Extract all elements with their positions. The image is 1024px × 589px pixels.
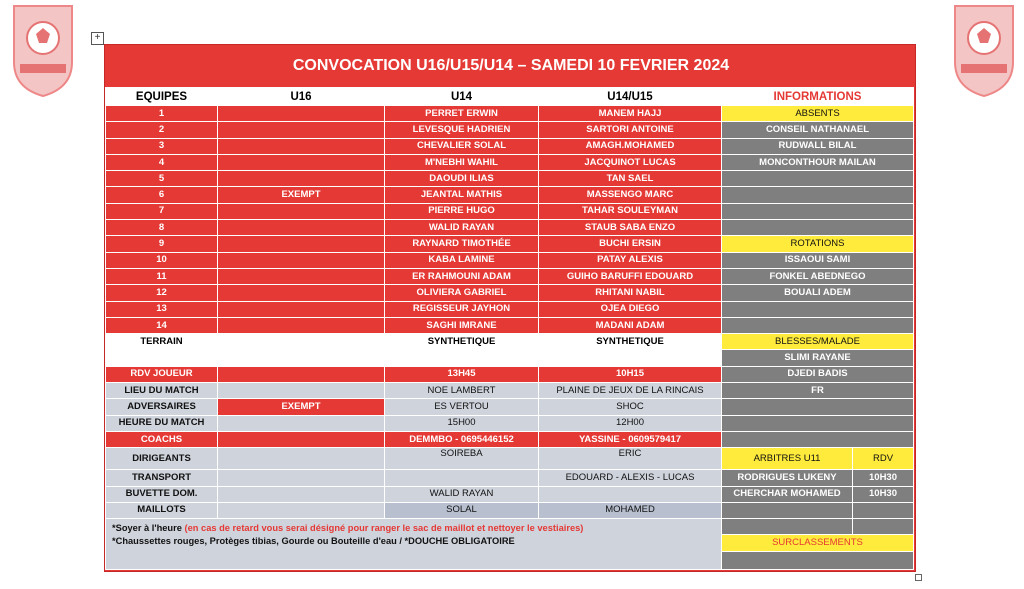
adversaires-u14: ES VERTOU [385, 399, 539, 415]
injured-player: DJEDI BADIS [722, 366, 914, 382]
rdv-joueur-u16 [218, 366, 385, 382]
lieu-u16 [218, 383, 385, 399]
note-late-penalty: (en cas de retard vous serai désigné pour ranger le sac de maillot et nettoyer le vestiaires) [181, 523, 584, 534]
u14-u15-player: GUIHO BARUFFI EDOUARD [539, 268, 722, 284]
info-empty-cell [853, 519, 914, 535]
u14-player: KABA LAMINE [385, 252, 539, 268]
dirigeants-u14-u15: ERIC [539, 448, 722, 470]
terrain-u14: SYNTHETIQUE [385, 334, 539, 350]
team-number: 4 [106, 154, 218, 170]
heure-row [106, 415, 914, 431]
player-row [106, 122, 914, 138]
absent-player: MONCONTHOUR MAILAN [722, 154, 914, 170]
u14-u15-player: MASSENGO MARC [539, 187, 722, 203]
rotation-player: BOUALI ADEM [722, 285, 914, 301]
info-empty-cell [722, 187, 914, 203]
player-row [106, 236, 914, 252]
team-number: 7 [106, 203, 218, 219]
player-row [106, 220, 914, 236]
terrain-u14-u15: SYNTHETIQUE [539, 334, 722, 350]
terrain-u16 [218, 334, 385, 350]
player-row [106, 285, 914, 301]
u16-player [218, 171, 385, 187]
heure-label: HEURE DU MATCH [106, 415, 218, 431]
referee-time: 10H30 [853, 470, 914, 486]
lieu-label: LIEU DU MATCH [106, 383, 218, 399]
header-row [106, 88, 914, 106]
team-number: 1 [106, 106, 218, 122]
absents-label: ABSENTS [722, 106, 914, 122]
u16-player [218, 220, 385, 236]
u14-u15-player: OJEA DIEGO [539, 301, 722, 317]
header-informations: INFORMATIONS [722, 88, 914, 106]
referee-time: 10H30 [853, 486, 914, 502]
info-empty-cell [722, 203, 914, 219]
u14-player: WALID RAYAN [385, 220, 539, 236]
notes-block [106, 519, 722, 570]
player-row [106, 268, 914, 284]
u14-player: JEANTAL MATHIS [385, 187, 539, 203]
u16-player [218, 122, 385, 138]
club-logo-right [951, 2, 1017, 98]
team-number: 3 [106, 138, 218, 154]
dirigeants-row [106, 448, 914, 470]
coachs-row [106, 431, 914, 447]
injured-player: SLIMI RAYANE [722, 350, 914, 366]
header-equipes: EQUIPES [106, 88, 218, 106]
player-row [106, 301, 914, 317]
u14-u15-player: RHITANI NABIL [539, 285, 722, 301]
injured-player: FR [722, 383, 914, 399]
player-row [106, 138, 914, 154]
rotation-player: ISSAOUI SAMI [722, 252, 914, 268]
u16-player [218, 268, 385, 284]
u14-u15-player: SARTORI ANTOINE [539, 122, 722, 138]
rotations-label: ROTATIONS [722, 236, 914, 252]
u14-player: REGISSEUR JAYHON [385, 301, 539, 317]
info-empty-cell [722, 415, 914, 431]
u14-player: SAGHI IMRANE [385, 317, 539, 333]
referee-name: RODRIGUES LUKENY [722, 470, 853, 486]
transport-label: TRANSPORT [106, 470, 218, 486]
table-move-handle-icon[interactable]: + [91, 32, 104, 45]
info-empty-cell [722, 399, 914, 415]
rdv-joueur-label: RDV JOUEUR [106, 366, 218, 382]
blank-cell [218, 350, 385, 366]
coachs-u14: DEMMBO - 0695446152 [385, 431, 539, 447]
u14-player: M'NEBHI WAHIL [385, 154, 539, 170]
u14-u15-player: BUCHI ERSIN [539, 236, 722, 252]
buvette-u16 [218, 486, 385, 502]
u14-player: RAYNARD TIMOTHÉE [385, 236, 539, 252]
rdv-joueur-row [106, 366, 914, 382]
u14-u15-player: MADANI ADAM [539, 317, 722, 333]
terrain-row [106, 334, 914, 350]
u14-u15-player: TAN SAEL [539, 171, 722, 187]
u14-player: CHEVALIER SOLAL [385, 138, 539, 154]
u14-u15-player: PATAY ALEXIS [539, 252, 722, 268]
team-number: 11 [106, 268, 218, 284]
player-row [106, 106, 914, 122]
u14-player: DAOUDI ILIAS [385, 171, 539, 187]
lieu-u14-u15: PLAINE DE JEUX DE LA RINCAIS [539, 383, 722, 399]
notes-row-1 [106, 519, 914, 535]
note-equipment: *Chaussettes rouges, Protèges tibias, Gourde ou Bouteille d'eau / *DOUCHE OBLIGATOIRE [112, 536, 515, 547]
maillots-u14-u15: MOHAMED [539, 502, 722, 518]
u14-player: LEVESQUE HADRIEN [385, 122, 539, 138]
buvette-u14-u15 [539, 486, 722, 502]
rdv-joueur-u14: 13H45 [385, 366, 539, 382]
team-number: 9 [106, 236, 218, 252]
team-number: 2 [106, 122, 218, 138]
blesses-label: BLESSES/MALADE [722, 334, 914, 350]
heure-u14-u15: 12H00 [539, 415, 722, 431]
buvette-row [106, 486, 914, 502]
adversaires-u14-u15: SHOC [539, 399, 722, 415]
u14-u15-player: TAHAR SOULEYMAN [539, 203, 722, 219]
header-u14: U14 [385, 88, 539, 106]
info-empty-cell [722, 171, 914, 187]
transport-row [106, 470, 914, 486]
arbitres-label: ARBITRES U11 [722, 448, 853, 470]
team-number: 6 [106, 187, 218, 203]
coachs-u16 [218, 431, 385, 447]
maillots-u14: SOLAL [385, 502, 539, 518]
player-row [106, 203, 914, 219]
team-number: 12 [106, 285, 218, 301]
table-resize-handle[interactable] [915, 574, 922, 581]
surclassements-label: SURCLASSEMENTS [722, 535, 914, 551]
u16-player [218, 301, 385, 317]
u14-player: ER RAHMOUNI ADAM [385, 268, 539, 284]
page-title: CONVOCATION U16/U15/U14 – SAMEDI 10 FEVRIER 2024 [292, 57, 730, 74]
adversaires-row [106, 399, 914, 415]
blank-cell [385, 350, 539, 366]
dirigeants-u14: SOIREBA [385, 448, 539, 470]
u14-u15-player: AMAGH.MOHAMED [539, 138, 722, 154]
buvette-label: BUVETTE DOM. [106, 486, 218, 502]
note-punctuality: *Soyer à l'heure [112, 523, 182, 534]
convocation-table [105, 87, 914, 570]
header-u16: U16 [218, 88, 385, 106]
u14-u15-player: MANEM HAJJ [539, 106, 722, 122]
convocation-sheet [104, 44, 916, 572]
buvette-u14: WALID RAYAN [385, 486, 539, 502]
player-row [106, 171, 914, 187]
maillots-u16 [218, 502, 385, 518]
transport-u14-u15: EDOUARD - ALEXIS - LUCAS [539, 470, 722, 486]
team-number: 8 [106, 220, 218, 236]
u14-player: PERRET ERWIN [385, 106, 539, 122]
heure-u16 [218, 415, 385, 431]
transport-u16 [218, 470, 385, 486]
player-row [106, 187, 914, 203]
u16-player [218, 203, 385, 219]
u16-player [218, 106, 385, 122]
u16-player: EXEMPT [218, 187, 385, 203]
u14-player: OLIVIERA GABRIEL [385, 285, 539, 301]
terrain-label: TERRAIN [106, 334, 218, 350]
referee-name: CHERCHAR MOHAMED [722, 486, 853, 502]
absent-player: RUDWALL BILAL [722, 138, 914, 154]
info-empty-cell [722, 519, 853, 535]
adversaires-u16: EXEMPT [218, 399, 385, 415]
coachs-u14-u15: YASSINE - 0609579417 [539, 431, 722, 447]
team-number: 5 [106, 171, 218, 187]
info-empty-cell [722, 301, 914, 317]
team-number: 14 [106, 317, 218, 333]
u16-player [218, 154, 385, 170]
lieu-u14: NOE LAMBERT [385, 383, 539, 399]
blank-cell [539, 350, 722, 366]
u16-player [218, 252, 385, 268]
u16-player [218, 317, 385, 333]
info-empty-cell [722, 502, 853, 518]
u16-player [218, 285, 385, 301]
u14-player: PIERRE HUGO [385, 203, 539, 219]
adversaires-label: ADVERSAIRES [106, 399, 218, 415]
arbitres-rdv-label: RDV [853, 448, 914, 470]
absent-player: CONSEIL NATHANAEL [722, 122, 914, 138]
info-empty-cell [722, 317, 914, 333]
u14-u15-player: STAUB SABA ENZO [539, 220, 722, 236]
rdv-joueur-u14-u15: 10H15 [539, 366, 722, 382]
player-row [106, 252, 914, 268]
blank-row [106, 350, 914, 366]
u16-player [218, 138, 385, 154]
rotation-player: FONKEL ABEDNEGO [722, 268, 914, 284]
blank-cell [106, 350, 218, 366]
maillots-row [106, 502, 914, 518]
dirigeants-label: DIRIGEANTS [106, 448, 218, 470]
heure-u14: 15H00 [385, 415, 539, 431]
maillots-label: MAILLOTS [106, 502, 218, 518]
team-number: 13 [106, 301, 218, 317]
lieu-row [106, 383, 914, 399]
player-row [106, 317, 914, 333]
u16-player [218, 236, 385, 252]
coachs-label: COACHS [106, 431, 218, 447]
info-empty-cell [853, 502, 914, 518]
header-u14-u15: U14/U15 [539, 88, 722, 106]
info-empty-cell [722, 551, 914, 569]
dirigeants-u16 [218, 448, 385, 470]
u14-u15-player: JACQUINOT LUCAS [539, 154, 722, 170]
info-empty-cell [722, 431, 914, 447]
club-logo-left [10, 2, 76, 98]
transport-u14 [385, 470, 539, 486]
info-empty-cell [722, 220, 914, 236]
team-number: 10 [106, 252, 218, 268]
player-row [106, 154, 914, 170]
